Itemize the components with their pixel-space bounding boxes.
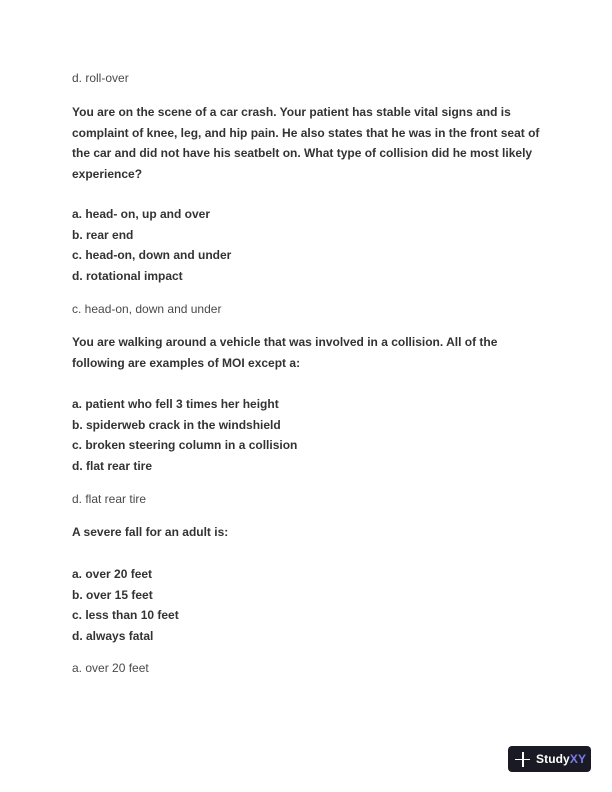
option-item: c. broken steering column in a collision xyxy=(72,438,298,452)
brand-main: Study xyxy=(536,752,570,766)
option-item: c. head-on, down and under xyxy=(72,248,232,262)
option-item: a. patient who fell 3 times her height xyxy=(72,397,279,411)
option-item: a. over 20 feet xyxy=(72,567,153,581)
answer-text: d. roll-over xyxy=(72,71,129,85)
options-list xyxy=(72,564,179,646)
question-text: A severe fall for an adult is: xyxy=(72,525,229,539)
option-item: b. spiderweb crack in the windshield xyxy=(72,417,281,432)
brand-accent: XY xyxy=(569,752,587,766)
option-item: d. always fatal xyxy=(72,628,154,643)
option-item: b. over 15 feet xyxy=(72,587,153,602)
answer-text: a. over 20 feet xyxy=(72,661,149,675)
studyxy-badge[interactable] xyxy=(508,746,591,772)
option-item: b. rear end xyxy=(72,227,134,242)
option-item: c. less than 10 feet xyxy=(72,608,179,622)
option-item: d. flat rear tire xyxy=(72,458,153,473)
option-item: a. head- on, up and over xyxy=(72,207,211,221)
answer-text: c. head-on, down and under xyxy=(72,302,222,316)
answer-text: d. flat rear tire xyxy=(72,492,147,506)
plus-icon xyxy=(515,752,530,767)
brand-logo xyxy=(536,752,586,766)
question-text: You are on the scene of a car crash. Your patient has stable vital signs and is complaint of knee, leg, and hip pain. He also states that he was in the front seat of the car and did not have his seatbelt on. What type of collision did he most likely experience? xyxy=(72,105,540,182)
options-list xyxy=(72,394,297,476)
question-text: You are walking around a vehicle that was involved in a collision. All of the following are examples of MOI except a: xyxy=(72,335,498,370)
options-list xyxy=(72,204,231,286)
option-item: d. rotational impact xyxy=(72,268,183,283)
